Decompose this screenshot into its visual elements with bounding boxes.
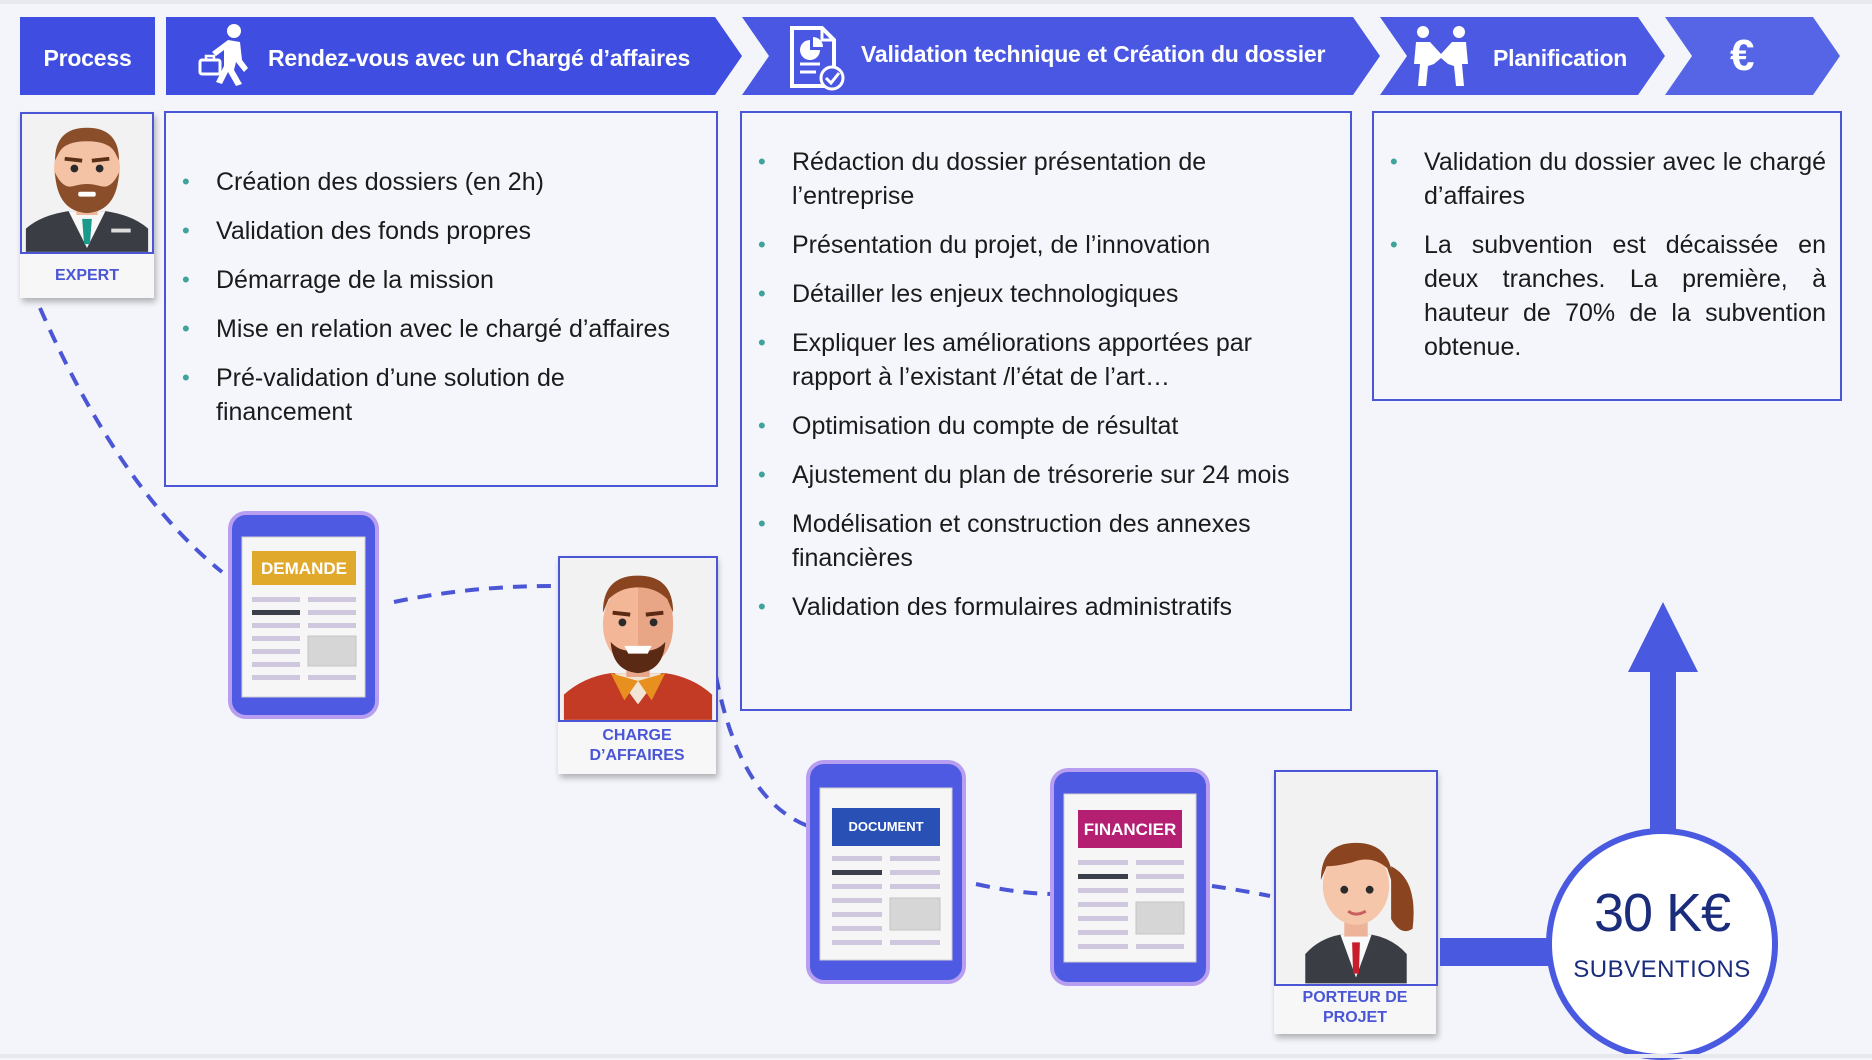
list-item: • Ajustement du plan de trésorerie sur 24 mois: [742, 458, 1302, 492]
financier-title: FINANCIER: [1083, 820, 1177, 839]
step1-label: Rendez-vous avec un Chargé d’affaires: [268, 44, 691, 71]
list-item: • Modélisation et construction des annexes financières: [742, 507, 1302, 575]
list-item: • Validation des fonds propres: [166, 214, 686, 248]
charge-label: CHARGE D’AFFAIRES: [589, 727, 685, 764]
subvention-amount: 30 K€: [1593, 883, 1731, 943]
bottom-border: [0, 1054, 1872, 1058]
subvention-circle: [1546, 828, 1778, 1060]
list-item: • Validation des formulaires administratifs: [742, 590, 1302, 624]
step2-label: Validation technique et Création du dossier: [861, 40, 1326, 67]
process-label: Process: [43, 44, 132, 71]
list-item: • Détailler les enjeux technologiques: [742, 277, 1302, 311]
list-item: • Présentation du projet, de l’innovation: [742, 228, 1302, 262]
list-item: • Mise en relation avec le chargé d’affaires: [166, 312, 686, 346]
euro-icon: €: [1730, 31, 1755, 80]
list-item: • La subvention est décaissée en deux tranches. La première, à hauteur de 70% de la subvention obtenue.: [1374, 228, 1826, 364]
list-item: • Validation du dossier avec le chargé d’affaires: [1374, 145, 1826, 213]
expert-label: EXPERT: [54, 267, 119, 284]
porteur-label: PORTEUR DE PROJET: [1302, 989, 1408, 1026]
up-arrow-icon: [1628, 602, 1698, 672]
step3-label: Planification: [1493, 44, 1628, 71]
list-item: • Démarrage de la mission: [166, 263, 686, 297]
document-title: DOCUMENT: [848, 819, 924, 834]
list-item: • Rédaction du dossier présentation de l’entreprise: [742, 145, 1302, 213]
list-item: • Optimisation du compte de résultat: [742, 409, 1302, 443]
list-item: • Expliquer les améliorations apportées par rapport à l’existant /l’état de l’art…: [742, 326, 1302, 394]
list-item: • Pré-validation d’une solution de financement: [166, 361, 686, 429]
list-item: • Création des dossiers (en 2h): [166, 165, 686, 199]
demande-title: DEMANDE: [261, 559, 347, 578]
subvention-label: SUBVENTIONS: [1573, 956, 1751, 983]
